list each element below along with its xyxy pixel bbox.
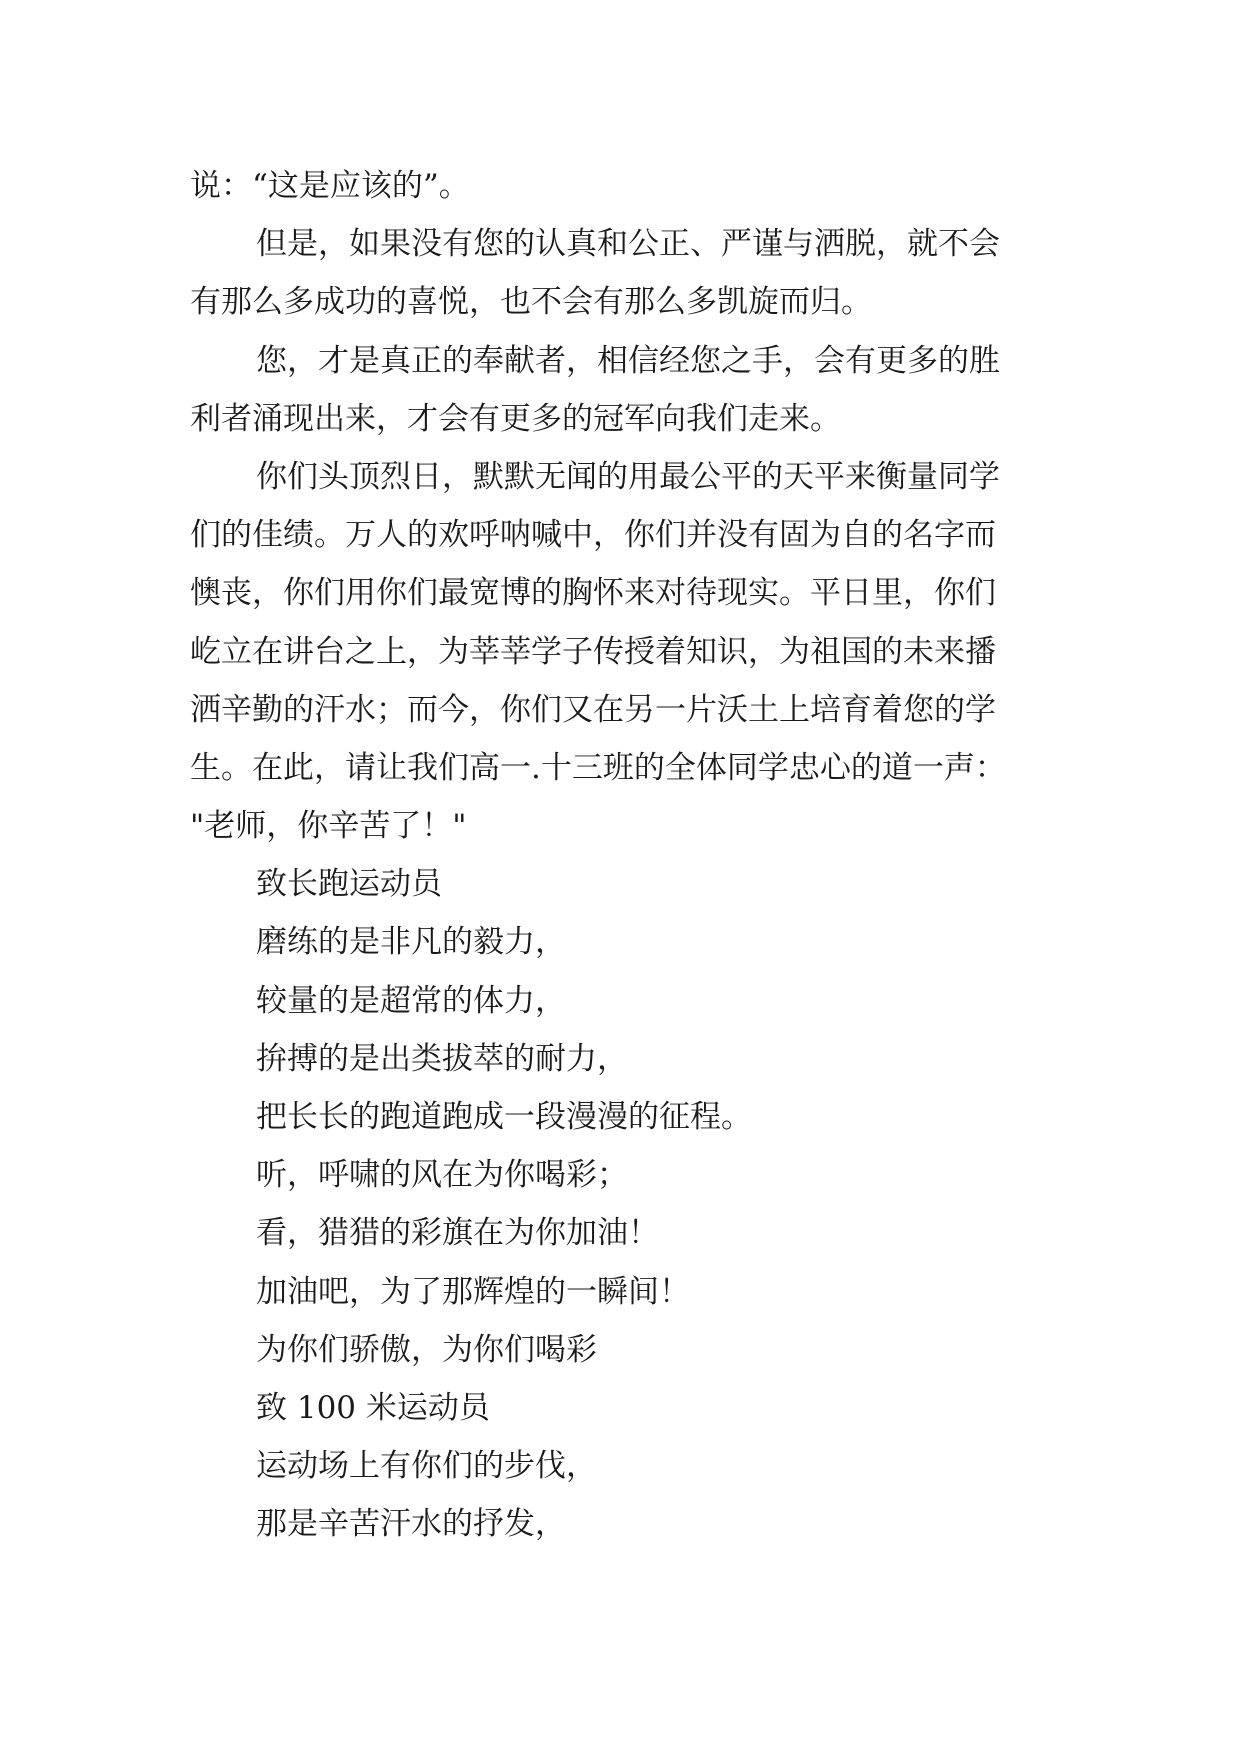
text-line: 们的佳绩。万人的欢呼呐喊中，你们并没有固为自的名字而	[190, 517, 996, 554]
text-line: 但是，如果没有您的认真和公正、严谨与洒脱，就不会	[256, 226, 1000, 263]
text-line: 看，猎猎的彩旗在为你加油！	[256, 1215, 659, 1252]
text-line: 运动场上有你们的步伐，	[256, 1448, 597, 1485]
text-line: 把长长的跑道跑成一段漫漫的征程。	[256, 1099, 752, 1135]
text-line: 拚搏的是出类拔萃的耐力，	[256, 1040, 628, 1077]
text-line: 有那么多成功的喜悦，也不会有那么多凯旋而归。	[190, 284, 872, 321]
text-line: 屹立在讲台之上，为莘莘学子传授着知识，为祖国的未来播	[190, 633, 996, 670]
text-line: 为你们骄傲，为你们喝彩	[256, 1331, 597, 1368]
text-line: 那是辛苦汗水的抒发，	[256, 1506, 566, 1543]
text-line: 致 100 米运动员	[256, 1389, 490, 1426]
text-line: 你们头顶烈日，默默无闻的用最公平的天平来衡量同学	[256, 458, 1000, 495]
text-line: 磨练的是非凡的毅力，	[256, 924, 566, 961]
text-line: 利者涌现出来，才会有更多的冠军向我们走来。	[190, 400, 841, 437]
document-text-body	[190, 157, 1052, 1554]
text-line: 致长跑运动员	[256, 866, 442, 903]
text-line: 听，呼啸的风在为你喝彩；	[256, 1157, 628, 1194]
text-line: "老师，你辛苦了！"	[190, 808, 467, 845]
text-line: 生。在此，请让我们高一.十三班的全体同学忠心的道一声：	[190, 749, 1006, 786]
text-line: 您，才是真正的奉献者，相信经您之手，会有更多的胜	[256, 342, 1000, 379]
text-line: 懊丧，你们用你们最宽博的胸怀来对待现实。平日里，你们	[190, 575, 996, 612]
text-line: 加油吧，为了那辉煌的一瞬间！	[256, 1273, 690, 1310]
text-line: 洒辛勤的汗水；而今，你们又在另一片沃土上培育着您的学	[190, 691, 996, 728]
text-line: 说：“这是应该的”。	[190, 168, 470, 204]
text-line: 较量的是超常的体力，	[256, 982, 566, 1019]
